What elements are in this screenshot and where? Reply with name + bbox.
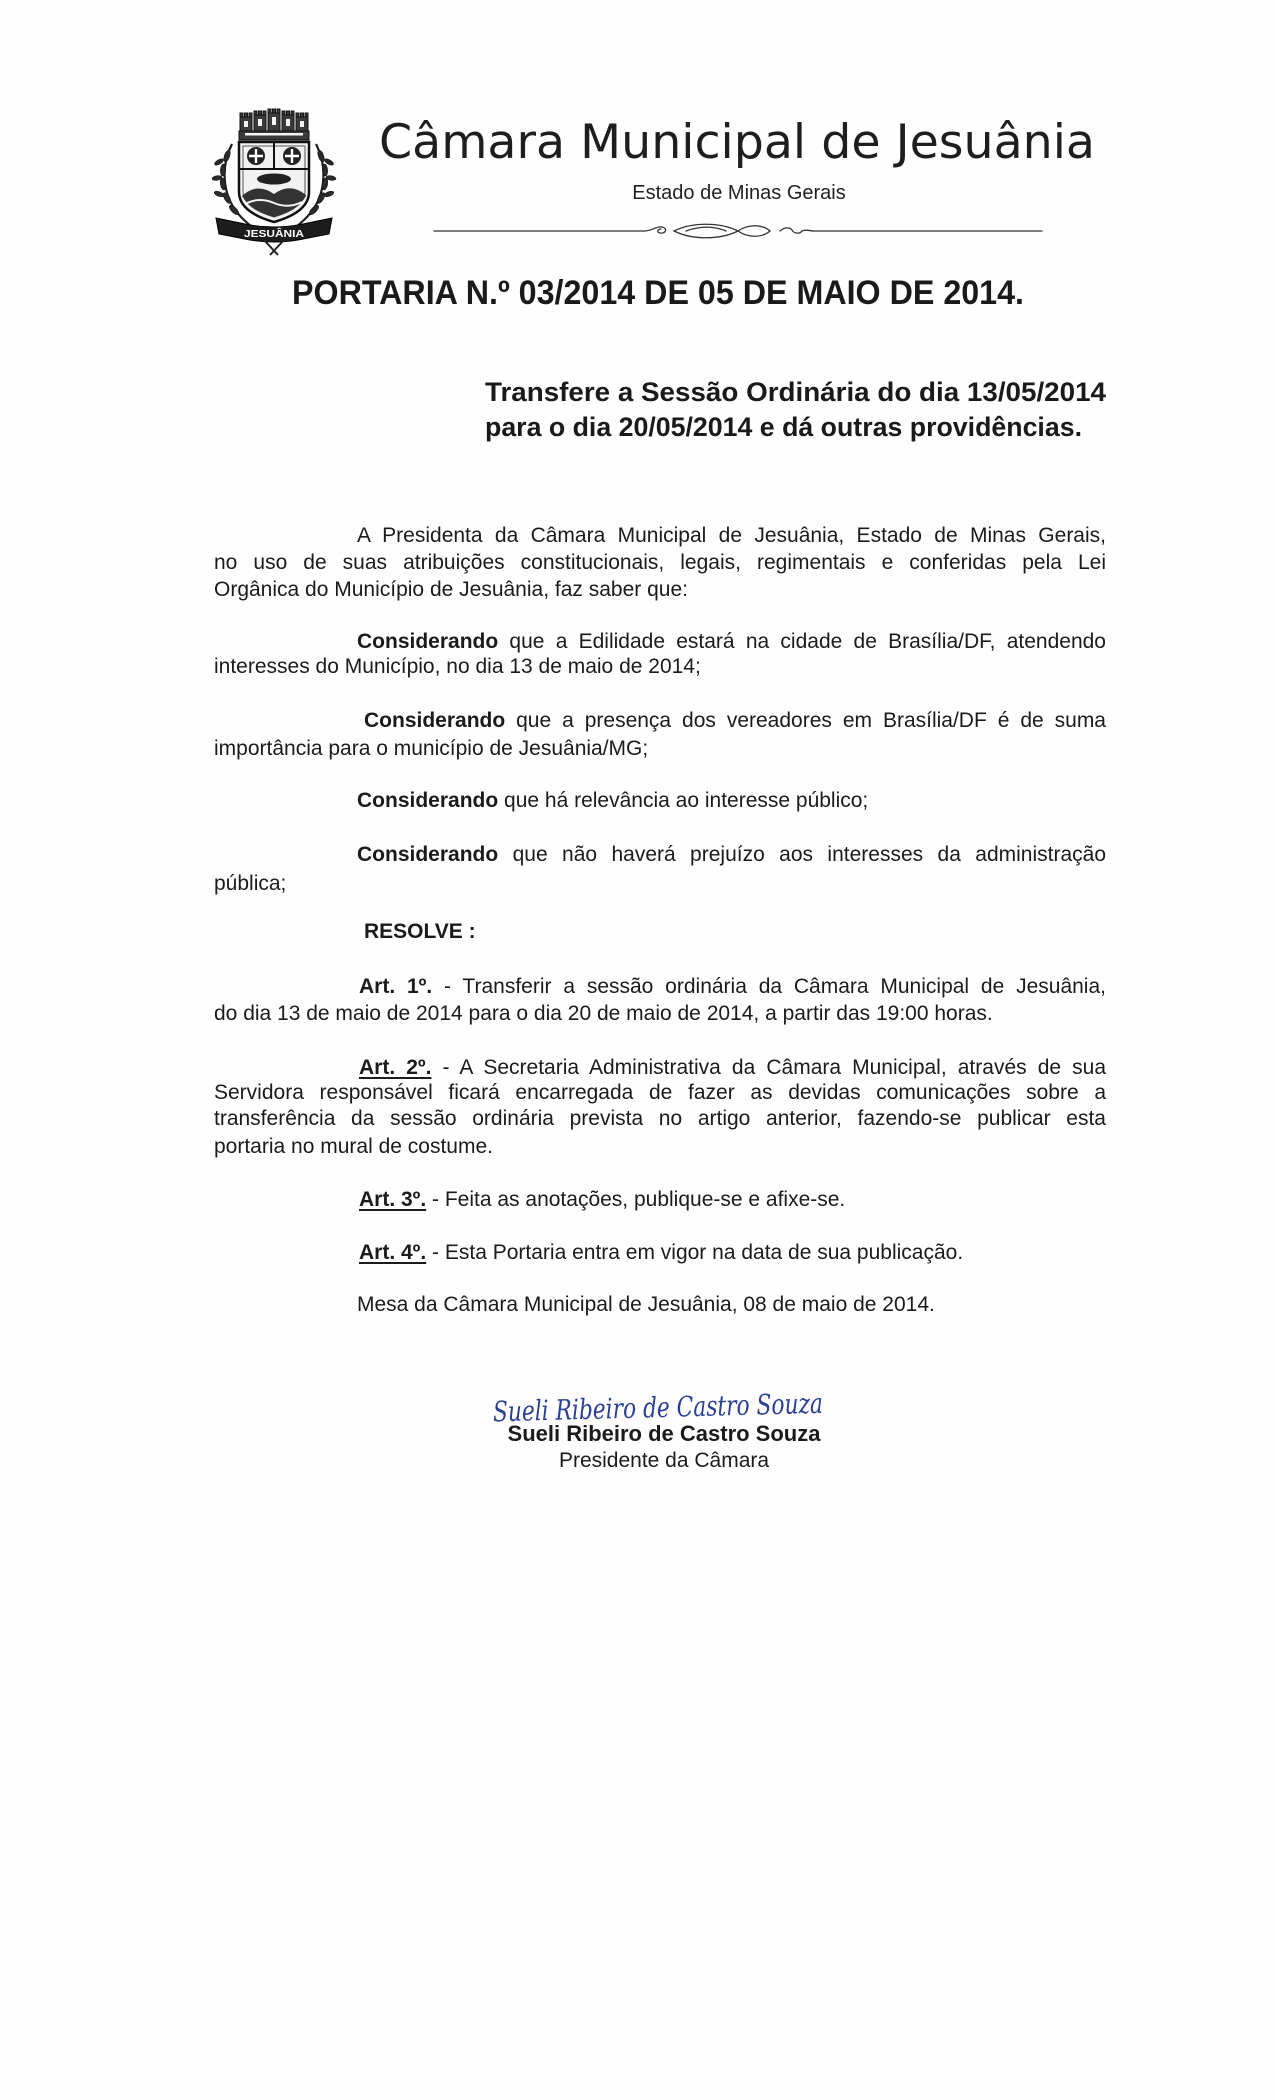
crest-ribbon-text: JESUÂNIA — [244, 229, 295, 240]
center-emblem — [257, 174, 291, 185]
article-text: - Feita as anotações, publique-se e afixe-se. — [432, 1188, 846, 1211]
consideration-lead: Considerando — [364, 709, 506, 732]
article-label: Art. 3º. — [359, 1188, 427, 1211]
municipal-coat-of-arms-icon — [212, 106, 336, 256]
article-line: Servidora responsável ficará encarregada de fazer as devidas comunicações sobre a — [214, 1081, 1106, 1104]
article-label: Art. 1º. — [359, 975, 433, 998]
institution-title-text: Câmara Municipal de Jesuânia — [379, 115, 1095, 170]
summary-line: para o dia 20/05/2014 e dá outras providências. — [485, 412, 1082, 442]
summary-line: Transfere a Sessão Ordinária do dia 13/05/2014 — [485, 377, 1106, 407]
article-text: - A Secretaria Administrativa da Câmara Municipal, através de sua — [442, 1056, 1106, 1079]
institution-title — [370, 100, 1110, 180]
consideration-lead: Considerando — [357, 843, 499, 866]
resolve-heading: RESOLVE : — [364, 920, 476, 943]
article-line — [359, 1239, 1106, 1266]
article-line — [359, 1186, 1106, 1213]
article-label: Art. 4º. — [359, 1241, 427, 1264]
portaria-heading — [280, 268, 1040, 318]
portaria-heading-text: PORTARIA N.º 03/2014 DE 05 DE MAIO DE 2014. — [292, 274, 1024, 312]
consideration-line — [357, 787, 1106, 814]
ornamental-divider — [430, 219, 1050, 243]
intro-line: Orgânica do Município de Jesuânia, faz saber que: — [214, 578, 688, 601]
consideration-text: que não haverá prejuízo aos interesses da administração — [512, 843, 1106, 866]
intro-line: no uso de suas atribuições constitucionais, legais, regimentais e conferidas pela Lei — [214, 551, 1106, 574]
consideration-text: que a Edilidade estará na cidade de Brasília/DF, atendendo — [509, 630, 1106, 653]
consideration-lead: Considerando — [357, 630, 499, 653]
portaria-summary — [475, 372, 1115, 447]
closing-line: Mesa da Câmara Municipal de Jesuânia, 08 de maio de 2014. — [357, 1293, 935, 1316]
consideration-lead: Considerando — [357, 789, 499, 812]
consideration-text: que a presença dos vereadores em Brasília/DF é de suma — [516, 709, 1106, 732]
consideration-line: importância para o município de Jesuânia/MG; — [214, 737, 649, 760]
signature-script: Sueli Ribeiro de Castro Souza — [492, 1384, 919, 1429]
article-line: do dia 13 de maio de 2014 para o dia 20 de maio de 2014, a partir das 19:00 horas. — [214, 1002, 993, 1025]
article-line — [359, 973, 1106, 1000]
article-line — [359, 1054, 1106, 1081]
signatory-role: Presidente da Câmara — [558, 1449, 770, 1472]
article-line: portaria no mural de costume. — [214, 1135, 493, 1158]
consideration-line — [357, 841, 1106, 868]
article-text: - Esta Portaria entra em vigor na data de sua publicação. — [432, 1241, 964, 1264]
signatory-name: Sueli Ribeiro de Castro Souza — [507, 1421, 821, 1446]
state-subtitle: Estado de Minas Gerais — [632, 182, 846, 204]
cross-emblem-left — [247, 147, 265, 165]
article-label: Art. 2º. — [359, 1056, 432, 1079]
consideration-line: interesses do Município, no dia 13 de maio de 2014; — [214, 655, 701, 678]
consideration-line — [364, 707, 1106, 734]
consideration-line — [357, 628, 1106, 655]
consideration-line: pública; — [214, 872, 287, 895]
consideration-text: que há relevância ao interesse público; — [504, 789, 869, 812]
article-line: transferência da sessão ordinária prevista no artigo anterior, fazendo-se publicar esta — [214, 1107, 1106, 1130]
article-text: - Transferir a sessão ordinária da Câmara Municipal de Jesuânia, — [444, 975, 1106, 998]
cross-emblem-right — [283, 147, 301, 165]
intro-line: A Presidenta da Câmara Municipal de Jesuânia, Estado de Minas Gerais, — [357, 524, 1106, 547]
